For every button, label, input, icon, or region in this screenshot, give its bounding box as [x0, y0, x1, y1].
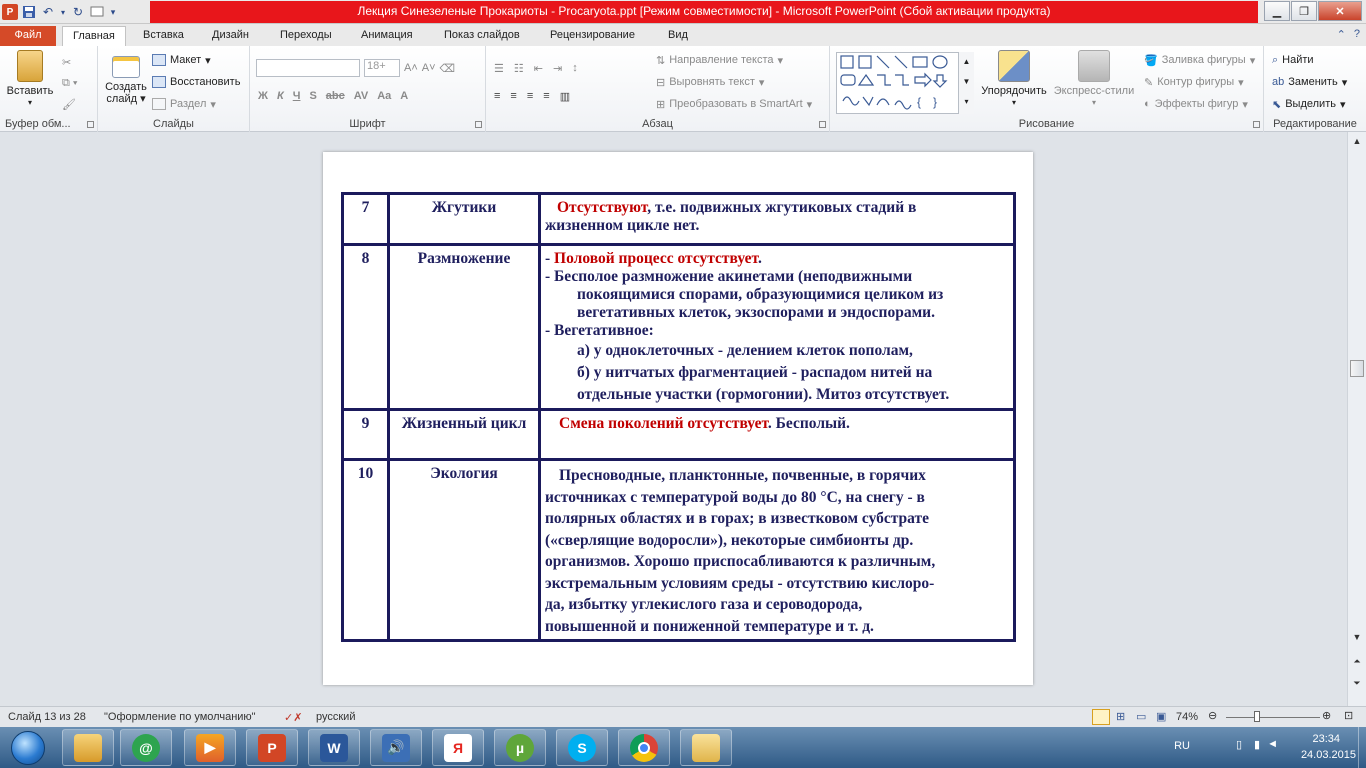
- numbering-icon[interactable]: ☷: [513, 62, 524, 75]
- align-center-icon[interactable]: ≡: [510, 90, 517, 102]
- restore-button[interactable]: ❐: [1291, 1, 1317, 21]
- windows-logo-icon: [11, 731, 45, 765]
- slideshow-view-icon[interactable]: ▣: [1156, 711, 1167, 723]
- minimize-button[interactable]: ▁: [1264, 1, 1290, 21]
- new-slide-label-2: слайд ▾: [106, 93, 146, 105]
- vertical-scrollbar[interactable]: [1347, 132, 1366, 706]
- paste-icon: [17, 50, 43, 82]
- row-description: Отсутствуют, т.е. подвижных жгутиковых стадий в жизненном цикле нет.: [540, 194, 1015, 245]
- close-button[interactable]: ✕: [1318, 1, 1362, 21]
- shape-fill-button[interactable]: 🪣 Заливка фигуры ▾: [1144, 54, 1256, 67]
- undo-icon[interactable]: ↶: [42, 5, 54, 19]
- show-desktop-button[interactable]: [1358, 727, 1366, 768]
- ribbon: [0, 46, 1366, 132]
- row-description: Смена поколений отсутствует. Бесполый.: [540, 410, 1015, 460]
- slide-table: [341, 192, 1016, 642]
- copy-button[interactable]: [62, 73, 78, 93]
- language[interactable]: русский: [316, 711, 356, 723]
- save-icon[interactable]: [21, 4, 37, 20]
- shapes-gallery[interactable]: [836, 52, 974, 114]
- font-group: [250, 46, 486, 132]
- shrink-font-icon[interactable]: A˅: [421, 62, 436, 74]
- mail-agent-icon: @: [132, 734, 160, 762]
- start-button[interactable]: [4, 728, 52, 767]
- network-icon[interactable]: ▮: [1253, 739, 1260, 751]
- find-icon: ⌕: [1272, 53, 1279, 66]
- battery-icon[interactable]: ▯: [1235, 739, 1242, 751]
- file-manager-icon: [692, 734, 720, 762]
- paragraph-launcher-icon[interactable]: [819, 121, 826, 128]
- redo-icon[interactable]: ↻: [72, 5, 84, 19]
- font-name-input[interactable]: [256, 59, 360, 77]
- yandex-icon: Я: [444, 734, 472, 762]
- shape-effects-button[interactable]: ◐ Эффекты фигур ▾: [1144, 98, 1248, 111]
- clipboard-launcher-icon[interactable]: [87, 121, 94, 128]
- shadow-icon[interactable]: S: [309, 90, 317, 102]
- slides-group: [98, 46, 250, 132]
- layout-button[interactable]: Макет ▾: [152, 50, 211, 70]
- new-slide-label-1: Создать: [105, 81, 147, 93]
- shape-outline-button[interactable]: ✎ Контур фигуры ▾: [1144, 76, 1244, 89]
- select-button[interactable]: ⬉ Выделить ▾: [1272, 98, 1346, 111]
- help-icon[interactable]: ?: [1353, 28, 1360, 40]
- quick-access-toolbar: [2, 2, 118, 22]
- cut-icon: ✂: [62, 56, 72, 69]
- line-spacing-icon[interactable]: ↕: [572, 62, 578, 74]
- section-icon: [152, 98, 166, 110]
- previous-slide-icon[interactable]: ⏶: [1353, 656, 1361, 666]
- taskbar-app-volume[interactable]: [370, 729, 422, 766]
- tab-review[interactable]: Рецензирование: [550, 29, 635, 41]
- row-name: Размножение: [389, 245, 540, 410]
- row-name: Жизненный цикл: [389, 410, 540, 460]
- columns-icon[interactable]: ▥: [559, 90, 571, 103]
- quick-styles-icon: [1078, 50, 1110, 82]
- editing-group: [1264, 46, 1366, 132]
- align-right-icon[interactable]: ≡: [526, 90, 534, 102]
- outline-icon: ✎: [1144, 76, 1154, 89]
- row-description: Пресноводные, планктонные, почвенные, в горячих источниках с температурой воды до 80 °С, на снегу - в полярных областях и в горах; в известковом субстрате («сверлящие водоросли»), некоторые симбионты др. организмов. Хорошо приспосабливаются к различным, экстремальным условиям среды - отсутствию кислоро- да, избытку углекислого газа и сероводорода, повышенной и пониженной температуре и т. д.: [540, 460, 1015, 641]
- table-row: [343, 194, 1015, 245]
- speaker-icon: 🔊: [382, 734, 410, 762]
- font-color-icon[interactable]: A: [400, 90, 409, 102]
- shapes-scroll[interactable]: ▲ ▼ ▾: [958, 52, 974, 114]
- media-player-icon: ▶: [196, 734, 224, 762]
- cut-button[interactable]: [62, 52, 71, 72]
- taskbar-app-yandex[interactable]: [432, 729, 484, 766]
- italic-icon[interactable]: К: [276, 90, 284, 102]
- row-number: 10: [343, 460, 389, 641]
- grow-font-icon[interactable]: A˄: [404, 62, 418, 74]
- tab-insert[interactable]: Вставка: [143, 29, 184, 41]
- undo-dropdown-icon[interactable]: ▾: [60, 7, 65, 17]
- volume-tray-icon[interactable]: ◄: [1267, 738, 1278, 750]
- reset-button[interactable]: Восстановить: [152, 72, 240, 92]
- slide[interactable]: [323, 152, 1033, 685]
- row-name: Жгутики: [389, 194, 540, 245]
- title-bar: [0, 0, 1366, 24]
- input-language[interactable]: RU: [1174, 740, 1190, 752]
- reset-icon: [152, 76, 166, 88]
- svg-text:}: }: [933, 95, 938, 109]
- text-direction-button[interactable]: ⇅ Направление текста ▾: [656, 54, 784, 67]
- fit-to-window-icon[interactable]: ⊡: [1344, 710, 1354, 722]
- new-slide-icon: [112, 56, 140, 78]
- table-row: [343, 245, 1015, 410]
- minimize-ribbon-icon[interactable]: ⌃: [1336, 29, 1346, 41]
- decrease-indent-icon[interactable]: ⇤: [533, 62, 543, 75]
- drawing-launcher-icon[interactable]: [1253, 121, 1260, 128]
- tab-file[interactable]: Файл: [0, 26, 56, 46]
- replace-icon: ab: [1272, 76, 1285, 88]
- paragraph-group-label: Абзац: [642, 118, 673, 130]
- format-painter-button[interactable]: [62, 94, 76, 114]
- increase-indent-icon[interactable]: ⇥: [552, 62, 563, 75]
- zoom-in-icon[interactable]: ⊕: [1322, 710, 1332, 722]
- slide-sorter-icon[interactable]: ⊞: [1116, 711, 1126, 723]
- text-direction-icon: ⇅: [656, 54, 666, 67]
- tab-design[interactable]: Дизайн: [212, 29, 249, 41]
- customize-qat-icon[interactable]: ▾: [110, 6, 116, 17]
- smartart-button[interactable]: ⊞ Преобразовать в SmartArt ▾: [656, 98, 813, 111]
- select-icon: ⬉: [1272, 98, 1282, 111]
- slides-group-label: Слайды: [153, 118, 194, 130]
- taskbar-app-chrome[interactable]: [618, 729, 670, 766]
- slide-counter: Слайд 13 из 28: [8, 711, 86, 723]
- taskbar-app-mail-agent[interactable]: [120, 729, 172, 766]
- layout-icon: [152, 54, 166, 66]
- font-size-input[interactable]: 18+: [364, 59, 400, 77]
- paragraph-group: [486, 46, 830, 132]
- row-name: Экология: [389, 460, 540, 641]
- tab-animation[interactable]: Анимация: [361, 29, 413, 41]
- copy-icon: ⧉ ▾: [62, 76, 78, 89]
- clock-date[interactable]: 24.03.2015: [1300, 749, 1356, 761]
- table-row: [343, 410, 1015, 460]
- taskbar-app-utorrent[interactable]: [494, 729, 546, 766]
- reading-view-icon[interactable]: ▭: [1136, 711, 1147, 723]
- zoom-slider-thumb[interactable]: [1254, 711, 1260, 722]
- zoom-level[interactable]: 74%: [1176, 711, 1199, 723]
- window-controls: [1264, 1, 1362, 21]
- find-button[interactable]: ⌕ Найти: [1272, 53, 1314, 66]
- row-description: - Половой процесс отсутствует. - Бесполое размножение акинетами (неподвижными покоящимися спорами, образующимися целиком из вегетативных клеток, экзоспорами и эндоспорами. - Вегетативное: а) у одноклеточных - делением клеток пополам, б) у нитчатых фрагментацией - распадом нитей на отдельные участки (гормогонии). Митоз отсутствует.: [540, 245, 1015, 410]
- taskbar-app-skype[interactable]: [556, 729, 608, 766]
- zoom-out-icon[interactable]: ⊖: [1208, 710, 1218, 722]
- spellcheck-icon[interactable]: ✓✗: [284, 712, 303, 724]
- smartart-icon: ⊞: [656, 98, 666, 111]
- align-text-button[interactable]: ⊟ Выровнять текст ▾: [656, 76, 765, 89]
- character-spacing-icon[interactable]: AV: [353, 90, 369, 102]
- folder-app-icon: [74, 734, 102, 762]
- tab-view[interactable]: Вид: [668, 29, 688, 41]
- utorrent-icon: µ: [506, 734, 534, 762]
- drawing-group: [830, 46, 1264, 132]
- normal-view-icon[interactable]: [1092, 709, 1110, 725]
- tab-slideshow[interactable]: Показ слайдов: [444, 29, 520, 41]
- align-text-icon: ⊟: [656, 76, 666, 89]
- powerpoint-app-icon[interactable]: P: [2, 4, 18, 20]
- scroll-thumb[interactable]: [1350, 360, 1364, 377]
- clipboard-group-label: Буфер обм...: [5, 118, 71, 130]
- drawing-group-label: Рисование: [1018, 118, 1075, 130]
- clear-formatting-icon[interactable]: ⌫: [439, 62, 456, 75]
- fill-icon: 🪣: [1144, 54, 1158, 67]
- window-title: Лекция Синезеленые Прокариоты - Procaryota.ppt [Режим совместимости] - Microsoft PowerPoint (Сбой активации продукта): [357, 4, 1051, 18]
- justify-icon[interactable]: ≡: [543, 90, 550, 102]
- arrange-icon: [998, 50, 1030, 82]
- row-number: 7: [343, 194, 389, 245]
- strikethrough-icon[interactable]: abc: [325, 90, 345, 102]
- section-button[interactable]: Раздел ▾: [152, 94, 216, 114]
- font-launcher-icon[interactable]: [475, 121, 482, 128]
- underline-icon[interactable]: Ч: [292, 90, 301, 102]
- bullets-icon[interactable]: ☰: [494, 62, 504, 75]
- new-slide-button[interactable]: [102, 50, 150, 105]
- skype-icon: S: [568, 734, 596, 762]
- editing-group-label: Редактирование: [1273, 118, 1357, 130]
- effects-icon: ◐: [1144, 98, 1151, 110]
- change-case-icon[interactable]: Aa: [377, 90, 392, 102]
- paste-button[interactable]: Вставить ▾: [4, 50, 56, 109]
- powerpoint-icon: P: [258, 734, 286, 762]
- taskbar-app-powerpoint[interactable]: [246, 729, 298, 766]
- format-painter-icon: 🖌: [62, 98, 76, 111]
- taskbar-app-explorer-folder[interactable]: [62, 729, 114, 766]
- ribbon-tab-icons: [1337, 28, 1360, 41]
- clipboard-group: [0, 46, 98, 132]
- row-number: 9: [343, 410, 389, 460]
- scroll-up-icon[interactable]: ▲: [1352, 136, 1362, 146]
- next-slide-icon[interactable]: ⏷: [1353, 678, 1361, 688]
- taskbar-app-media-player[interactable]: [184, 729, 236, 766]
- taskbar: [0, 727, 1366, 768]
- status-bar: [0, 706, 1366, 727]
- ribbon-tabs: [0, 24, 1366, 46]
- row-number: 8: [343, 245, 389, 410]
- scroll-down-icon[interactable]: ▼: [1352, 632, 1362, 642]
- shapes-icon: [837, 53, 957, 113]
- zoom-slider[interactable]: [1226, 717, 1320, 718]
- clock-time[interactable]: 23:34: [1312, 733, 1340, 745]
- chrome-icon: [630, 734, 658, 762]
- theme-name[interactable]: "Оформление по умолчанию": [104, 711, 256, 723]
- replace-button[interactable]: ab Заменить ▾: [1272, 76, 1348, 89]
- tab-transitions[interactable]: Переходы: [280, 29, 332, 41]
- tab-home[interactable]: Главная: [62, 26, 126, 46]
- bold-icon[interactable]: Ж: [258, 90, 268, 102]
- align-left-icon[interactable]: ≡: [494, 90, 501, 102]
- word-icon: W: [320, 734, 348, 762]
- svg-text:{: {: [917, 95, 922, 109]
- start-slideshow-icon[interactable]: [89, 4, 105, 20]
- taskbar-app-file-manager[interactable]: [680, 729, 732, 766]
- arrange-button[interactable]: Упорядочить ▾: [978, 50, 1050, 109]
- paste-label: Вставить: [6, 85, 54, 97]
- font-group-label: Шрифт: [349, 118, 386, 130]
- quick-styles-button[interactable]: Экспресс-стили ▾: [1052, 50, 1136, 109]
- table-row: [343, 460, 1015, 641]
- taskbar-app-word[interactable]: [308, 729, 360, 766]
